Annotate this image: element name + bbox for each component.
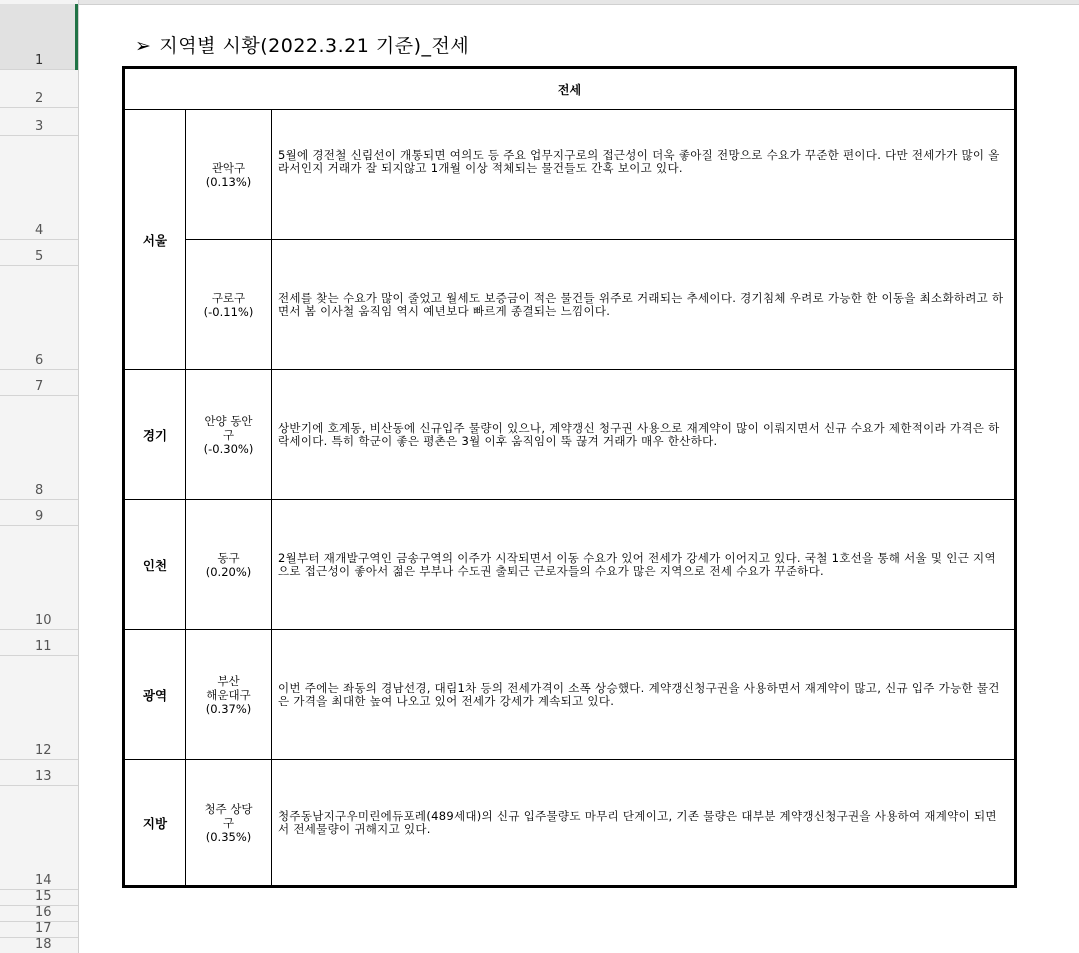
row-header-5[interactable]: 5 <box>0 240 78 266</box>
row-header-6[interactable]: 6 <box>0 266 78 370</box>
arrow-bullet-icon: ➢ <box>135 35 152 57</box>
sheet-title[interactable] <box>135 31 469 58</box>
district-cell[interactable]: 관악구 (0.13%) <box>186 110 272 240</box>
district-cell[interactable]: 구로구 (-0.11%) <box>186 240 272 370</box>
row-header-14[interactable]: 14 <box>0 786 78 890</box>
row-header-9[interactable]: 9 <box>0 500 78 526</box>
description-cell[interactable]: 5월에 경전철 신림선이 개통되면 여의도 등 주요 업무지구로의 접근성이 더욱 좋아질 전망으로 수요가 꾸준한 편이다. 다만 전세가가 많이 올라서인지 거래가 잘 되지않고 1개월 이상 적체되는 물건들도 간혹 보이고 있다. <box>272 110 1016 240</box>
column-header-strip <box>0 0 1079 5</box>
row-header-7[interactable]: 7 <box>0 370 78 396</box>
region-cell-incheon[interactable]: 인천 <box>124 500 186 630</box>
district-cell[interactable]: 청주 상당 구 (0.35%) <box>186 760 272 887</box>
row-header-4[interactable]: 4 <box>0 136 78 240</box>
table-header-jeonse[interactable]: 전세 <box>124 68 1016 110</box>
region-cell-provincial[interactable]: 지방 <box>124 760 186 887</box>
district-cell[interactable]: 안양 동안 구 (-0.30%) <box>186 370 272 500</box>
description-cell[interactable]: 2월부터 재개발구역인 금송구역의 이주가 시작되면서 이동 수요가 있어 전세가 강세가 이어지고 있다. 국철 1호선을 통해 서울 및 인근 지역으로 접근성이 좋아서 젊은 부부나 수도권 출퇴근 근로자들의 수요가 많은 지역으로 전세 수요가 꾸준하다. <box>272 500 1016 630</box>
region-cell-gyeonggi[interactable]: 경기 <box>124 370 186 500</box>
description-cell[interactable]: 이번 주에는 좌동의 경남선경, 대림1차 등의 전세가격이 소폭 상승했다. 계약갱신청구권을 사용하면서 재계약이 많고, 신규 입주 가능한 물건은 가격을 최대한 높여 나오고 있어 전세가 강세가 계속되고 있다. <box>272 630 1016 760</box>
row-header-18[interactable]: 18 <box>0 938 78 953</box>
row-header-1[interactable]: 1 <box>0 4 78 70</box>
description-cell[interactable]: 청주동남지구우미린에듀포레(489세대)의 신규 입주물량도 마무리 단계이고, 기존 물량은 대부분 계약갱신청구권을 사용하여 재계약이 되면서 전세물량이 귀해지고 있다. <box>272 760 1016 887</box>
row-header-2[interactable]: 2 <box>0 70 78 108</box>
row-header-16[interactable]: 16 <box>0 906 78 922</box>
row-header-10[interactable]: 10 <box>0 526 78 630</box>
row-header-15[interactable]: 15 <box>0 890 78 906</box>
selected-row-marker <box>75 4 78 70</box>
region-cell-metro[interactable]: 광역 <box>124 630 186 760</box>
row-header-17[interactable]: 17 <box>0 922 78 938</box>
description-cell[interactable]: 전세를 찾는 수요가 많이 줄었고 월세도 보증금이 적은 물건들 위주로 거래되는 추세이다. 경기침체 우려로 가능한 한 이동을 최소화하려고 하면서 봄 이사철 움직임 역시 예년보다 빠르게 종결되는 느낌이다. <box>272 240 1016 370</box>
district-cell[interactable]: 동구 (0.20%) <box>186 500 272 630</box>
row-header-8[interactable]: 8 <box>0 396 78 500</box>
district-cell[interactable]: 부산 해운대구 (0.37%) <box>186 630 272 760</box>
sheet-title-text: 지역별 시황(2022.3.21 기준)_전세 <box>159 35 470 57</box>
description-cell[interactable]: 상반기에 호계동, 비산동에 신규입주 물량이 있으나, 계약갱신 청구권 사용으로 재계약이 많이 이뤄지면서 신규 수요가 제한적이라 가격은 하락세이다. 특히 학군이 좋은 평촌은 3월 이후 움직임이 뚝 끊겨 거래가 매우 한산하다. <box>272 370 1016 500</box>
region-cell-seoul[interactable]: 서울 <box>124 110 186 370</box>
row-header-11[interactable]: 11 <box>0 630 78 656</box>
row-header-3[interactable]: 3 <box>0 108 78 136</box>
row-header-13[interactable]: 13 <box>0 760 78 786</box>
row-header-12[interactable]: 12 <box>0 656 78 760</box>
jeonse-market-table <box>122 66 1017 888</box>
